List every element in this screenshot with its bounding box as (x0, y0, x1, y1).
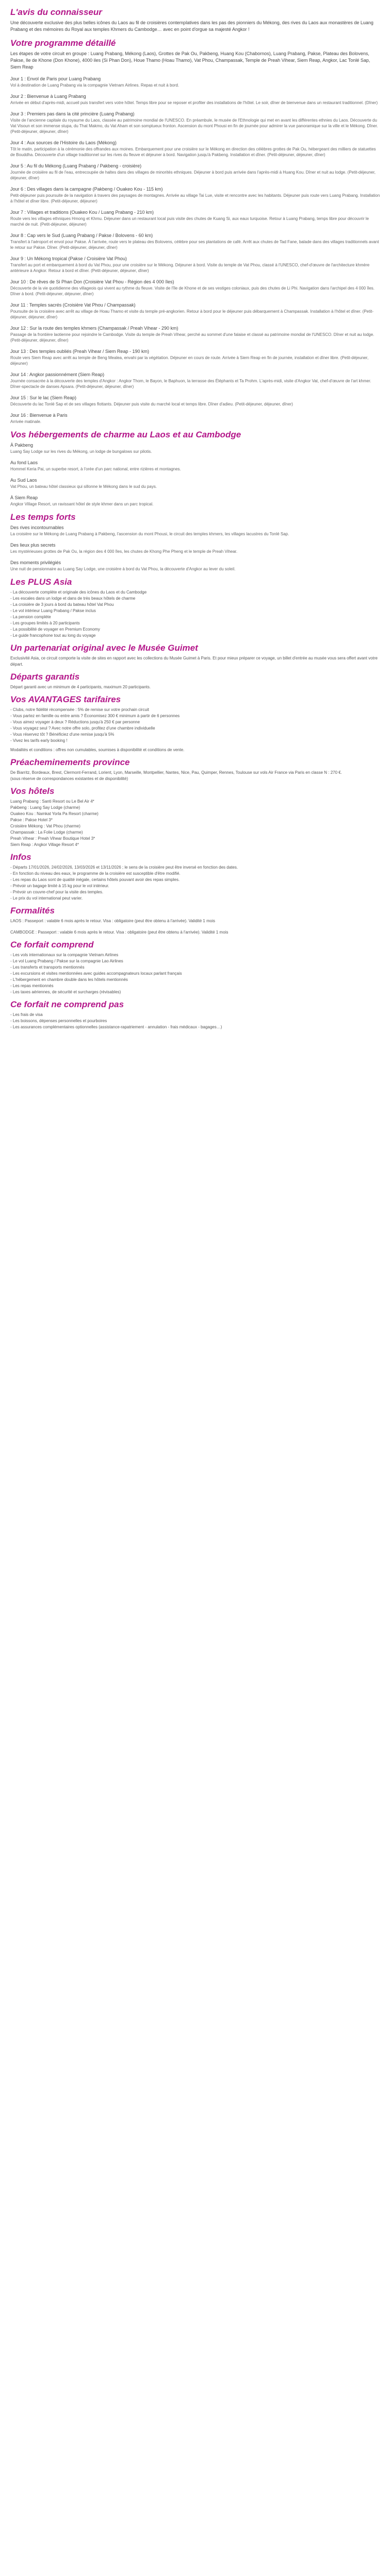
info-item: - Prévoir un couvre-chef pour la visite des temples. (10, 890, 104, 894)
avantage-item: - Vous voyagez seul ? Avec notre offre solo, profitez d'une chambre individuelle (10, 726, 155, 731)
ne-comprend-section (10, 999, 381, 1030)
hebergement-list (10, 442, 381, 507)
comprend-item: - Le vol Luang Prabang / Pakse sur la compagnie Lao Airlines (10, 959, 123, 963)
formalites-section (10, 906, 381, 936)
musee-text: Exclusivité Asia, ce circuit comporte la visite de sites en rapport avec les collections du Musée Guimet à Paris. Et pour mieux préparer ce voyage, un billet d'entrée au musée vous sera offert avant votre départ. (10, 656, 378, 667)
hebergement-place: À Pakbeng (10, 443, 34, 448)
day-title: Jour 8 : Cap vers le Sud (Luang Prabang / Pakse / Bolovens - 60 km) (10, 233, 153, 238)
plus-item: - La pension complète (10, 615, 51, 619)
day-item (10, 209, 381, 227)
ne-comprend-title: Ce forfait ne comprend pas (10, 999, 124, 1009)
day-title: Jour 7 : Villages et traditions (Ouakeo Kou / Luang Prabang - 210 km) (10, 210, 154, 215)
plus-item: - Le guide francophone tout au long du voyage (10, 633, 96, 638)
pre-title: Préacheminements province (10, 757, 130, 767)
day-body: Découverte du lac Tonlé Sap et de ses villages flottants. Déjeuner puis visite du marché local et temps libre. Dîner d'adieu. (Petit-déjeuner, déjeuner, dîner) (10, 402, 293, 406)
day-title: Jour 2 : Bienvenue à Luang Prabang (10, 94, 86, 99)
info-item: - En fonction du niveau des eaux, le programme de la croisière est susceptible d'être modifié. (10, 871, 181, 876)
departs-text: Départ garanti avec un minimum de 4 participants, maximum 20 participants. (10, 685, 151, 689)
hebergement-text: Vat Phou, un bateau hôtel classieux qui sillonne le Mékong dans le sud du pays. (10, 484, 157, 489)
plus-item: - Le vol intérieur Luang Prabang / Pakse inclus (10, 608, 96, 613)
day-body: Visite de l'ancienne capitale du royaume du Laos, classée au patrimoine mondial de l'UNESCO. En préambule, le musée de l'Ethnologie qui met en avant les différentes ethnies du Laos. Découverte du Vat Visoun et son immense stupa, du That Makmo, du Vat Aham et son somptueux fronton. Ascension du mont Phousi en fin de journée pour admirer la vue panoramique sur la ville et le Mékong. Dîner. (Petit-déjeuner, déjeuner, dîner) (10, 118, 378, 134)
hebergement-item (10, 477, 381, 489)
plus-title: Les PLUS Asia (10, 577, 72, 587)
day-body: Journée consacrée à la découverte des temples d'Angkor : Angkor Thom, le Bayon, le Baphuon, la terrasse des Éléphants et Ta Prohm. L'après-midi, visite d'Angkor Vat, chef-d'œuvre de l'art khmer. Dîner-spectacle de danses Apsara. (Petit-déjeuner, déjeuner, dîner) (10, 379, 371, 389)
day-body: Arrivée matinale. (10, 419, 42, 424)
day-body: Passage de la frontière laotienne pour rejoindre le Cambodge. Visite du temple de Preah Vihear, perché au sommet d'une falaise et classé au patrimoine mondial de l'UNESCO. Dîner et nuit au lodge. (Petit-déjeuner, déjeuner, dîner) (10, 332, 374, 343)
formalites-laos: LAOS : Passeport : valable 6 mois après le retour. Visa : obligatoire (peut être obtenu à l'arrivée). Validité 1 mois (10, 919, 215, 923)
hebergements-title: Vos hébergements de charme au Laos et au Cambodge (10, 430, 241, 439)
day-item (10, 279, 381, 297)
day-body: Petit-déjeuner puis poursuite de la navigation à travers des paysages de montagnes. Arrivée au village Tai Lue, visite et rencontre avec les habitants. Déjeuner puis route vers Luang Prabang. Installation à l'hôtel et dîner libre. (Petit-déjeuner, déjeuner) (10, 193, 380, 204)
day-title: Jour 9 : Un Mékong tropical (Pakse / Croisière Vat Phou) (10, 256, 127, 261)
hotel-item: Ouakeo Kou : Namkat Yorla Pa Resort (charme) (10, 811, 99, 816)
day-item (10, 256, 381, 274)
day-body: Journée de croisière au fil de l'eau, entrecoupée de haltes dans des villages de minorités ethniques. Déjeuner à bord puis arrivée dans l'après-midi à Huang Kou. Dîner et nuit au lodge. (Petit-déjeuner, déjeuner, dîner) (10, 170, 376, 180)
comprend-list (10, 952, 381, 995)
ne-comprend-item: - Les assurances complémentaires optionnelles (assistance-rapatriement - annulation - frais médicaux - bagages…) (10, 1025, 222, 1029)
hebergement-place: À Siem Reap (10, 495, 38, 500)
musee-section (10, 643, 381, 668)
temps-fort-item (10, 524, 381, 537)
infos-list (10, 865, 381, 902)
day-item (10, 140, 381, 158)
hebergement-item (10, 460, 381, 472)
hebergement-item (10, 442, 381, 454)
avantage-item: - Vivez les tarifs early booking ! (10, 738, 68, 743)
plus-item: - Les escales dans un lodge et dans de très beaux hôtels de charme (10, 596, 136, 601)
hotel-item: Siem Reap : Angkor Village Resort 4* (10, 842, 79, 847)
day-list (10, 76, 381, 425)
hebergement-text: Hommel Keria Pai, un superbe resort, à l'orée d'un parc national, entre rizières et montagnes. (10, 467, 181, 471)
comprend-item: - Les vols internationaux sur la compagnie Vietnam Airlines (10, 953, 119, 957)
temps-fort-heading: Des lieux plus secrets (10, 543, 56, 548)
pre-note: (sous réserve de correspondances existantes et de disponibilité) (10, 776, 128, 781)
plus-item: - La découverte complète et originale des icônes du Laos et du Cambodge (10, 590, 147, 595)
day-item (10, 163, 381, 181)
day-title: Jour 10 : De rêves de Si Phan Don (Croisière Vat Phou - Région des 4 000 îles) (10, 279, 174, 284)
departs-title: Départs garantis (10, 672, 80, 682)
info-item: - Départs 17/01/2026, 24/02/2026, 13/03/2026 et 13/11/2026 ; le sens de la croisière peut être inversé en fonction des dates. (10, 865, 238, 870)
day-item (10, 111, 381, 134)
programme-title: Votre programme détaillé (10, 38, 116, 48)
comprend-item: - Les excursions et visites mentionnées avec guides accompagnateurs locaux parlant français (10, 971, 182, 976)
day-title: Jour 1 : Envol de Paris pour Luang Prabang (10, 76, 101, 81)
day-item (10, 232, 381, 250)
hotel-item: Pakse : Pakse Hotel 3* (10, 818, 53, 822)
hotel-item: Luang Prabang : Santi Resort ou Le Bel Air 4* (10, 799, 94, 804)
temps-fort-text: La croisière sur le Mékong de Luang Prabang à Pakbeng, l'ascension du mont Phousi, le circuit des temples khmers, les villages lacustres du Tonlé Sap. (10, 532, 289, 536)
infos-title: Infos (10, 852, 31, 862)
day-body: Arrivée en début d'après-midi, accueil puis transfert vers votre hôtel. Temps libre pour se reposer et profiter des installations de l'hôtel. Le soir, dîner de bienvenue dans un restaurant traditionnel. (Dîner) (10, 100, 378, 105)
temps-fort-heading: Des rives incontournables (10, 525, 64, 530)
day-title: Jour 11 : Temples sacrés (Croisière Vat Phou / Champassak) (10, 302, 136, 308)
avantage-item: - Vous aimez voyager à deux ? Réductions jusqu'à 250 € par personne (10, 720, 140, 724)
connoisseur-text: Une découverte exclusive des plus belles icônes du Laos au fil de croisières contemplatives dans les pas des pionniers du Mékong, des rives du Laos aux monastères de Luang Prabang et des mémoires du Royal aux temples Khmers du Cambodge… avec en point d'orgue sa majesté Angkor ! (10, 20, 373, 32)
comprend-item: - Les taxes aériennes, de sécurité et surcharges (révisables) (10, 990, 121, 994)
day-item (10, 76, 381, 88)
day-title: Jour 6 : Des villages dans la campagne (Pakbeng / Ouakeo Kou - 115 km) (10, 187, 163, 192)
day-body: Route vers Siem Reap avec arrêt au temple de Beng Mealea, envahi par la végétation. Déjeuner en cours de route. Arrivée à Siem Reap en fin de journée, installation et dîner libre. (Petit-déjeuner, déjeuner) (10, 355, 369, 366)
comprend-item: - Les transferts et transports mentionnés (10, 965, 85, 970)
day-item (10, 371, 381, 389)
avantage-item: - Vous partez en famille ou entre amis ? Économisez 300 € minimum à partir de 6 personnes (10, 714, 180, 718)
day-title: Jour 5 : Au fil du Mékong (Luang Prabang / Pakbeng - croisière) (10, 163, 142, 168)
hotels-list (10, 799, 381, 848)
hotel-item: Champassak : La Folie Lodge (charme) (10, 830, 83, 835)
day-item (10, 348, 381, 366)
day-title: Jour 3 : Premiers pas dans la cité princière (Luang Prabang) (10, 111, 135, 116)
formalites-title: Formalités (10, 906, 55, 916)
pre-section (10, 757, 381, 782)
plus-item: - La possibilité de voyager en Premium Economy (10, 627, 100, 632)
day-body: Vol à destination de Luang Prabang via la compagnie Vietnam Airlines. Repas et nuit à bord. (10, 83, 180, 88)
temps-fort-item (10, 560, 381, 572)
day-body: Route vers les villages ethniques Hmong et Khmu. Déjeuner dans un restaurant local puis visite des chutes de Kuang Si, aux eaux turquoise. Retour à Luang Prabang, temps libre pour découvrir le marché de nuit. (Petit-déjeuner, déjeuner) (10, 216, 369, 227)
departs-section (10, 672, 381, 690)
hotels-title: Vos hôtels (10, 786, 55, 796)
day-title: Jour 12 : Sur la route des temples khmers (Champassak / Preah Vihear - 290 km) (10, 326, 178, 331)
day-title: Jour 13 : Des temples oubliés (Preah Vihear / Siem Reap - 190 km) (10, 349, 149, 354)
programme-intro: Les étapes de votre circuit en groupe : Luang Prabang, Mékong (Laos), Grottes de Pak Ou, Pakbeng, Huang Kou (Chabornos), Luang Prabang, Pakse, Plateau des Bolovens, Pakse, Ile de Khone (Don Khone), 4000 iles (Si Phan Don), Houe Thamo (Hoau Thamo), Vat Phou, Champassak, Temple de Preah Vihear, Siem Reap, Angkor, Lac Tonlé Sap, Siem Reap (10, 51, 370, 70)
hotel-item: Preah Vihear : Preah Vihear Boutique Hotel 3* (10, 836, 95, 841)
hotel-item: Croisière Mékong : Vat Phou (charme) (10, 824, 80, 828)
plus-section (10, 577, 381, 639)
comprend-item: - Les repas mentionnés (10, 984, 54, 988)
info-item: - Le prix du vol international peut varier. (10, 896, 83, 901)
info-item: - Prévoir un bagage limité à 15 kg pour le vol intérieur. (10, 884, 109, 888)
hebergement-item (10, 495, 381, 507)
day-item (10, 302, 381, 320)
plus-item: - Les groupes limités à 20 participants (10, 621, 80, 625)
day-item (10, 186, 381, 204)
ne-comprend-item: - Les boissons, dépenses personnelles et pourboires (10, 1019, 107, 1023)
day-item (10, 395, 381, 407)
plus-list (10, 589, 381, 639)
comprend-title: Ce forfait comprend (10, 940, 94, 950)
temps-forts-section (10, 512, 381, 572)
info-item: - Les repas du Laos sont de qualité inégale, certains hôtels pouvant avoir des repas simples. (10, 877, 180, 882)
avantages-title: Vos AVANTAGES tarifaires (10, 694, 121, 704)
ne-comprend-item: - Les frais de visa (10, 1012, 43, 1017)
avantages-list (10, 707, 381, 744)
temps-fort-item (10, 542, 381, 554)
comprend-section (10, 940, 381, 995)
pre-text: De Biarritz, Bordeaux, Brest, Clermont-Ferrand, Lorient, Lyon, Marseille, Montpellier, Nantes, Nice, Pau, Quimper, Rennes, Toulouse sur vols Air France via Paris en classe N : 270 €. (10, 770, 342, 775)
avantages-extra: Modalités et conditions : offres non cumulables, soumises à disponibilité et conditions de vente. (10, 748, 185, 752)
day-body: Découverte de la vie quotidienne des villageois qui vivent au rythme du fleuve. Visite de l'île de Khone et de ses vestiges coloniaux, puis des chutes de Li Phi. Navigation dans l'archipel des 4 000 îles. Dîner à bord. (Petit-déjeuner, déjeuner, dîner) (10, 286, 375, 296)
avantage-item: - Vous réservez tôt ? Bénéficiez d'une remise jusqu'à 5% (10, 732, 115, 737)
day-title: Jour 15 : Sur le lac (Siem Reap) (10, 395, 77, 400)
temps-fort-text: Les mystérieuses grottes de Pak Ou, la région des 4 000 îles, les chutes de Khong Phe Pheng et le temple de Preah Vihear. (10, 549, 238, 554)
avantages-section (10, 694, 381, 753)
connoisseur-section (10, 7, 381, 33)
day-item (10, 93, 381, 106)
hebergement-text: Angkor Village Resort, un ravissant hôtel de style khmer dans un parc tropical. (10, 502, 154, 506)
formalites-cambodge: CAMBODGE : Passeport : valable 6 mois après le retour. Visa : obligatoire (peut être obtenu à l'arrivée). Validité 1 mois (10, 930, 229, 935)
page (5, 0, 386, 1045)
day-body: Tôt le matin, participation à la cérémonie des offrandes aux moines. Embarquement pour une croisière sur le Mékong en direction des célèbres grottes de Pak Ou, hébergeant des milliers de statuettes de Bouddha. Découverte d'un village traditionnel sur les rives du fleuve et déjeuner à bord. Navigation jusqu'à Pakbeng. Installation et dîner. (Petit-déjeuner, déjeuner, dîner) (10, 147, 376, 157)
hebergement-place: Au fond Laos (10, 460, 38, 465)
plus-item: - La croisière de 3 jours à bord du bateau hôtel Vat Phou (10, 602, 114, 607)
temps-fort-text: Une nuit de pensionnaire au Luang Say Lodge, une croisière à bord du Vat Phou, la découverte d'Angkor au lever du soleil. (10, 567, 236, 571)
temps-fort-heading: Des moments privilégiés (10, 560, 61, 565)
temps-forts-title: Les temps forts (10, 512, 76, 522)
comprend-item: - L'hébergement en chambre double dans les hôtels mentionnés (10, 977, 128, 982)
day-body: Transfert à l'aéroport et envol pour Pakse. À l'arrivée, route vers le plateau des Bolovens, célèbre pour ses plantations de café. Arrêt aux chutes de Tad Fane, balade dans des villages traditionnels avant le retour sur Pakse. Dîner. (Petit-déjeuner, déjeuner, dîner) (10, 240, 379, 250)
hebergement-text: Luang Say Lodge sur les rives du Mékong, un lodge de bungalows sur pilotis. (10, 449, 152, 454)
temps-forts-list (10, 524, 381, 572)
infos-section (10, 852, 381, 902)
ne-comprend-list (10, 1012, 381, 1030)
connoisseur-title: L'avis du connaisseur (10, 7, 102, 17)
musee-title: Un partenariat original avec le Musée Guimet (10, 643, 198, 653)
day-item (10, 325, 381, 343)
hebergements-section (10, 430, 381, 507)
hotel-item: Pakbeng : Luang Say Lodge (charme) (10, 805, 80, 810)
programme-section (10, 38, 381, 425)
day-title: Jour 16 : Bienvenue à Paris (10, 413, 68, 418)
avantage-item: - Clubs, notre fidélité récompensée : 5% de remise sur votre prochain circuit (10, 707, 150, 712)
day-title: Jour 4 : Aux sources de l'Histoire du Laos (Mékong) (10, 140, 117, 145)
hotels-section (10, 786, 381, 848)
day-title: Jour 14 : Angkor passionnément (Siem Reap) (10, 372, 105, 377)
day-body: Poursuite de la croisière avec arrêt au village de Hoau Thamo et visite du temple pré-angkorien. Retour à bord pour le déjeuner puis débarquement à Champassak. Installation à l'hôtel et dîner. (Petit-déjeuner, déjeuner, dîner) (10, 309, 373, 319)
day-item (10, 412, 381, 425)
day-body: Transfert au port et embarquement à bord du Vat Phou, pour une croisière sur le Mékong. Déjeuner à bord. Visite du temple de Vat Phou, classé à l'UNESCO, chef-d'œuvre de l'architecture khmère antérieure à Angkor. Retour à bord et dîner. (Petit-déjeuner, déjeuner, dîner) (10, 263, 370, 273)
hebergement-place: Au Sud Laos (10, 478, 37, 483)
